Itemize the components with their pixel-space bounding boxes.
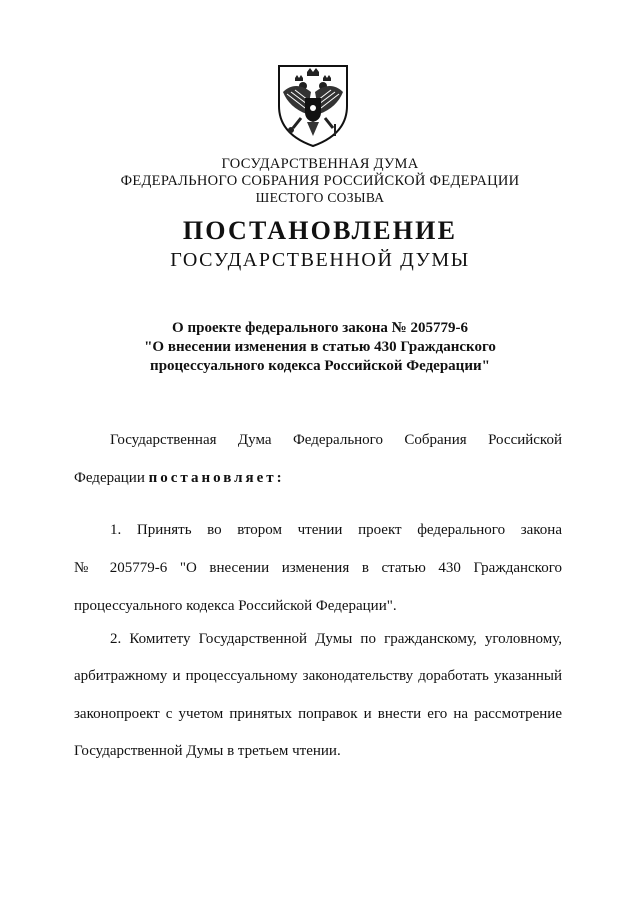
document-type-subtitle: ГОСУДАРСТВЕННОЙ ДУМЫ: [170, 249, 470, 271]
item1-line-3: процессуального кодекса Российской Федерации".: [74, 598, 397, 614]
item2-line-3: законопроект с учетом принятых поправок и внести его на рассмотрение: [74, 706, 562, 722]
item2-line-2: арбитражному и процессуальному законодательству доработать указанный: [74, 668, 562, 684]
subject-line-3: процессуального кодекса Российской Федерации": [150, 358, 490, 374]
subject-line-2: "О внесении изменения в статью 430 Гражданского: [144, 339, 496, 355]
preamble-line-2-start: Федерации: [74, 470, 149, 486]
item2-line-4: Государственной Думы в третьем чтении.: [74, 743, 341, 759]
item1-line-1: 1. Принять во втором чтении проект федерального закона: [110, 522, 562, 538]
item1-line-2: № 205779-6 "О внесении изменения в статью 430 Гражданского: [74, 560, 562, 576]
convocation-line: ШЕСТОГО СОЗЫВА: [255, 190, 385, 205]
preamble-line-1: Государственная Дума Федерального Собрания Российской: [110, 432, 562, 448]
item2-line-1: 2. Комитету Государственной Думы по гражданскому, уголовному,: [110, 631, 562, 647]
preamble-line-2: [74, 468, 562, 488]
org-name-line-1: ГОСУДАРСТВЕННАЯ ДУМА: [221, 156, 419, 172]
coat-of-arms-emblem: [271, 62, 355, 148]
document-type-title: ПОСТАНОВЛЕНИЕ: [182, 216, 458, 245]
decree-word: постановляет:: [148, 470, 285, 486]
org-name-line-2: ФЕДЕРАЛЬНОГО СОБРАНИЯ РОССИЙСКОЙ ФЕДЕРАЦИИ: [120, 173, 520, 189]
subject-line-1: О проекте федерального закона № 205779-6: [172, 320, 468, 336]
